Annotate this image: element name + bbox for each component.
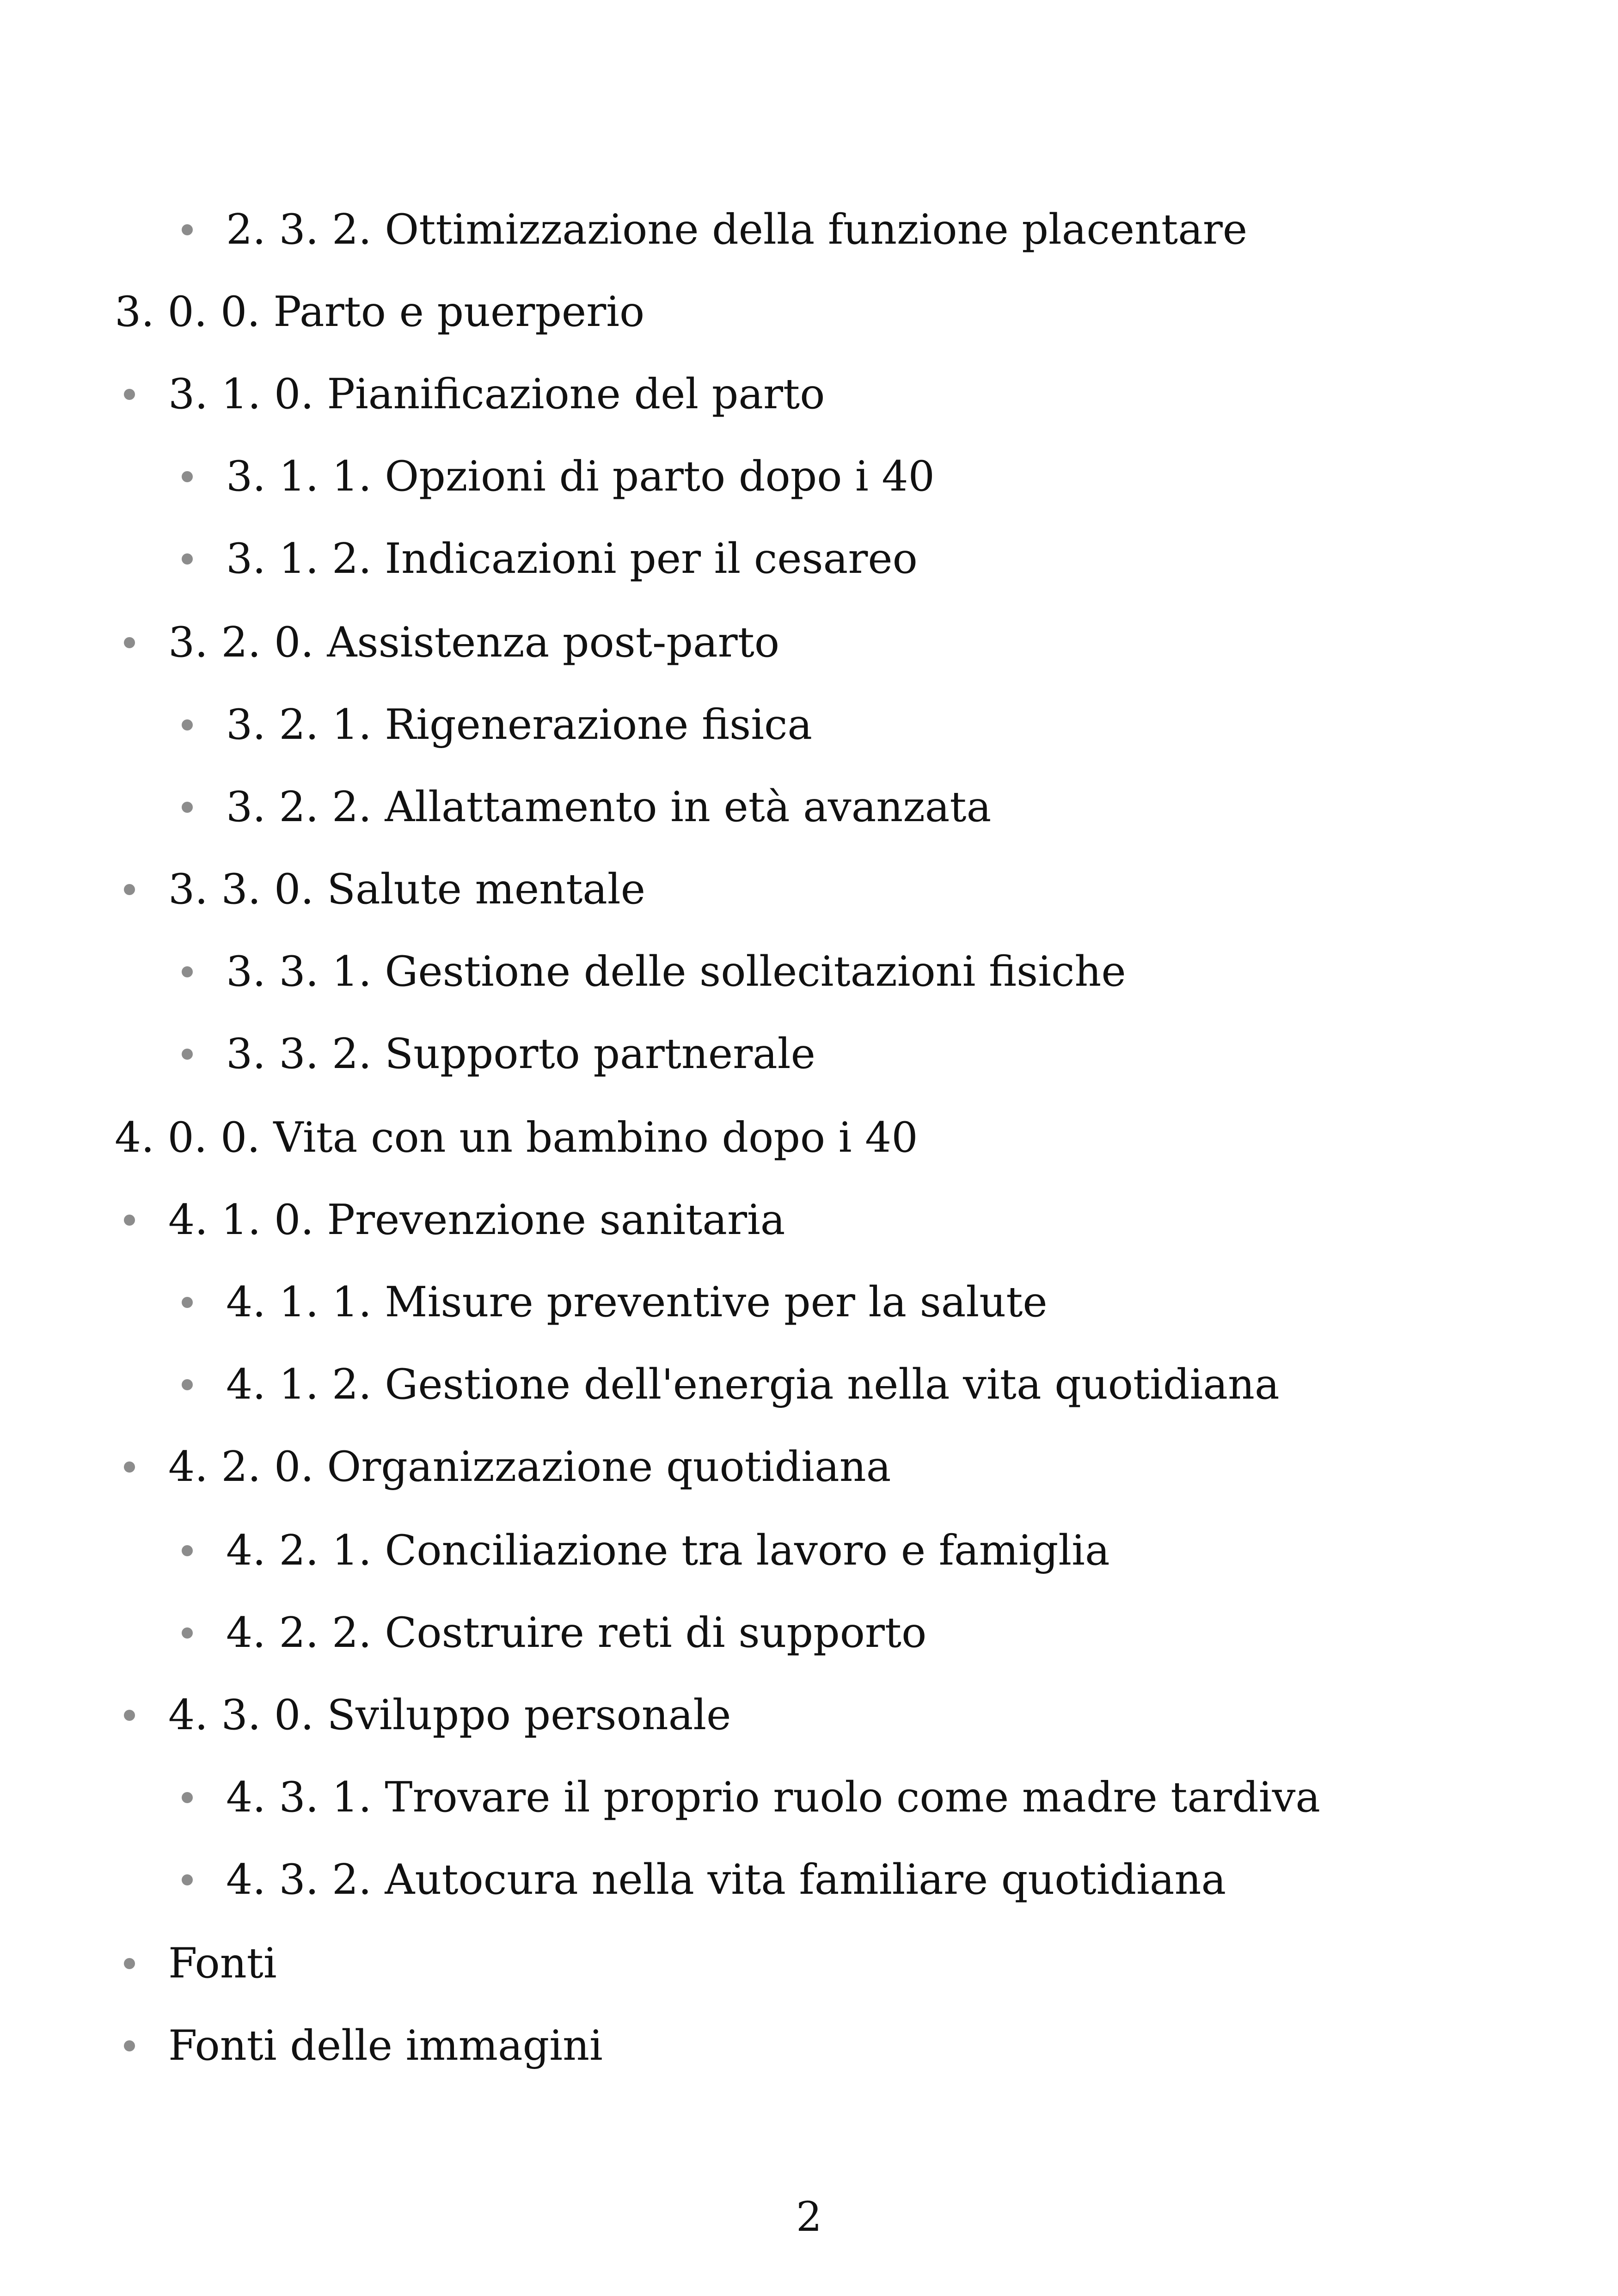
toc-entry[interactable] — [182, 1350, 1280, 1419]
toc-entry-label: 4. 1. 1. Misure preventive per la salute — [226, 1278, 1048, 1326]
bullet-icon — [182, 1792, 193, 1803]
toc-entry[interactable] — [115, 1103, 918, 1173]
toc-entry[interactable] — [124, 1929, 277, 1998]
toc-entry-label: 4. 3. 1. Trovare il proprio ruolo come madre tardiva — [226, 1773, 1321, 1822]
toc-entry-label: 3. 1. 0. Pianificazione del parto — [168, 370, 825, 418]
toc-entry-label: 4. 0. 0. Vita con un bambino dopo i 40 — [115, 1113, 918, 1162]
bullet-icon — [182, 1545, 193, 1556]
bullet-icon — [182, 224, 193, 235]
toc-entry-label: 3. 2. 0. Assistenza post-parto — [168, 618, 780, 667]
toc-entry[interactable] — [182, 442, 935, 511]
toc-entry[interactable] — [182, 937, 1126, 1007]
bullet-icon — [124, 1215, 135, 1226]
toc-entry-label: 3. 3. 1. Gestione delle sollecitazioni fisiche — [226, 947, 1126, 996]
bullet-icon — [124, 884, 135, 895]
bullet-icon — [124, 389, 135, 400]
toc-entry[interactable] — [182, 1763, 1320, 1832]
toc-entry-label: 3. 3. 2. Supporto partnerale — [226, 1030, 815, 1078]
page-number: 2 — [796, 2193, 822, 2241]
toc-entry[interactable] — [124, 1681, 731, 1750]
bullet-icon — [182, 966, 193, 977]
bullet-icon — [124, 2040, 135, 2051]
toc-entry[interactable] — [182, 773, 991, 842]
toc-entry[interactable] — [182, 1268, 1048, 1337]
toc-entry-label: 3. 2. 1. Rigenerazione fisica — [226, 700, 813, 749]
bullet-icon — [124, 1710, 135, 1721]
toc-entry[interactable] — [182, 1516, 1110, 1585]
toc-entry-label: 3. 1. 2. Indicazioni per il cesareo — [226, 534, 918, 583]
toc-entry-label: 3. 2. 2. Allattamento in età avanzata — [226, 783, 992, 831]
bullet-icon — [182, 1379, 193, 1390]
bullet-icon — [182, 1627, 193, 1639]
toc-entry-label: 4. 1. 2. Gestione dell'energia nella vita quotidiana — [226, 1360, 1280, 1409]
toc-entry-label: 4. 3. 2. Autocura nella vita familiare quotidiana — [226, 1855, 1226, 1904]
toc-entry[interactable] — [182, 1845, 1226, 1915]
toc-entry-label: 3. 3. 0. Salute mentale — [168, 865, 645, 914]
toc-entry[interactable] — [124, 2011, 603, 2081]
toc-entry-label: 4. 2. 2. Costruire reti di supporto — [226, 1608, 927, 1657]
toc-entry[interactable] — [182, 195, 1247, 264]
toc-entry[interactable] — [182, 1019, 815, 1089]
toc-entry[interactable] — [124, 1432, 891, 1502]
toc-entry-label: 3. 0. 0. Parto e puerperio — [115, 288, 645, 336]
bullet-icon — [182, 802, 193, 813]
toc-entry[interactable] — [124, 360, 825, 429]
bullet-icon — [182, 1049, 193, 1060]
bullet-icon — [182, 553, 193, 565]
bullet-icon — [182, 719, 193, 731]
toc-entry-label: 4. 2. 0. Organizzazione quotidiana — [168, 1443, 891, 1491]
toc-entry[interactable] — [124, 608, 779, 677]
toc-entry[interactable] — [182, 690, 812, 760]
toc-entry-label: 4. 2. 1. Conciliazione tra lavoro e famiglia — [226, 1526, 1110, 1575]
toc-entry[interactable] — [182, 1598, 926, 1668]
toc-entry[interactable] — [124, 855, 645, 924]
toc-entry[interactable] — [182, 524, 918, 594]
toc-entry[interactable] — [124, 1185, 785, 1255]
bullet-icon — [124, 637, 135, 648]
bullet-icon — [124, 1461, 135, 1473]
bullet-icon — [124, 1958, 135, 1969]
toc-entry-label: Fonti — [168, 1939, 277, 1988]
bullet-icon — [182, 1297, 193, 1308]
bullet-icon — [182, 1874, 193, 1885]
toc-entry-label: Fonti delle immagini — [168, 2021, 603, 2070]
toc-entry-label: 4. 3. 0. Sviluppo personale — [168, 1691, 731, 1739]
bullet-icon — [182, 471, 193, 482]
toc-entry-label: 4. 1. 0. Prevenzione sanitaria — [168, 1196, 785, 1244]
toc-entry-label: 2. 3. 2. Ottimizzazione della funzione placentare — [226, 205, 1248, 254]
toc-entry-label: 3. 1. 1. Opzioni di parto dopo i 40 — [226, 452, 935, 501]
toc-entry[interactable] — [115, 277, 644, 347]
